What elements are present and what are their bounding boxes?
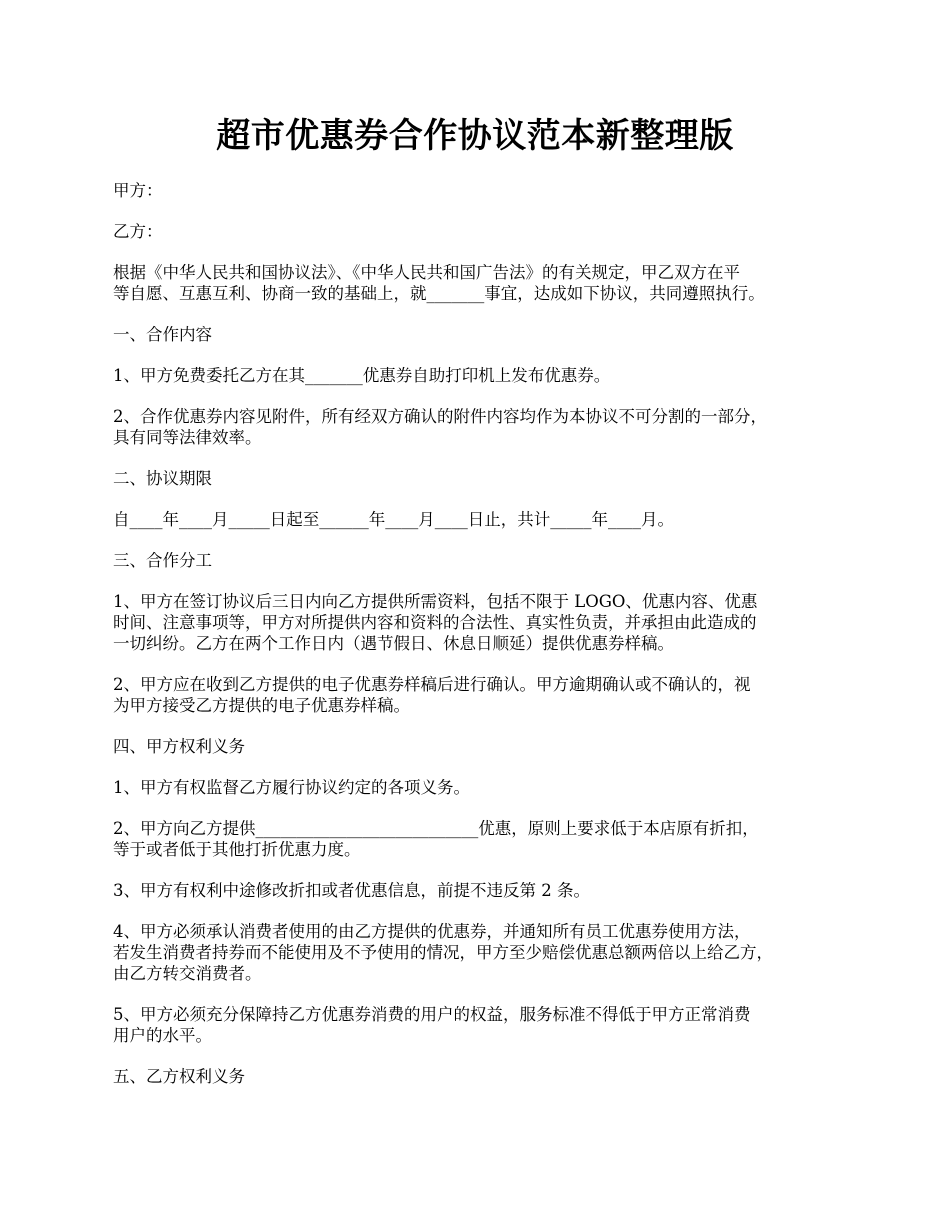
text-line: 时间、注意事项等，甲方对所提供内容和资料的合法性、真实性负责，并承担由此造成的 xyxy=(113,613,757,632)
text-line: 若发生消费者持券而不能使用及不予使用的情况，甲方至少赔偿优惠总额两倍以上给乙方， xyxy=(113,943,773,962)
text-line: 2、合作优惠券内容见附件，所有经双方确认的附件内容均作为本协议不可分割的一部分， xyxy=(113,407,767,426)
text-line: 一、合作内容 xyxy=(113,325,212,344)
section-heading-term xyxy=(113,468,855,489)
text-line: 乙方： xyxy=(113,222,163,241)
text-line: 二、协议期限 xyxy=(113,469,212,488)
text-line: 等自愿、互惠互利、协商一致的基础上，就_______事宜，达成如下协议，共同遵照执行。 xyxy=(113,284,765,303)
text-line: 5、甲方必须充分保障持乙方优惠券消费的用户的权益，服务标准不得低于甲方正常消费 xyxy=(113,1005,751,1024)
term-dates-line xyxy=(113,509,855,530)
preamble-paragraph xyxy=(113,262,855,304)
text-line: 等于或者低于其他打折优惠力度。 xyxy=(113,840,361,859)
clause-paragraph xyxy=(113,880,855,901)
text-line: 1、甲方有权监督乙方履行协议约定的各项义务。 xyxy=(113,778,470,797)
text-line: 2、甲方向乙方提供___________________________优惠，原则上要求低于本店原有折扣， xyxy=(113,819,759,838)
text-line: 2、甲方应在收到乙方提供的电子优惠券样稿后进行确认。甲方逾期确认或不确认的，视 xyxy=(113,675,751,694)
clause-paragraph xyxy=(113,1004,855,1046)
text-line: 1、甲方在签订协议后三日内向乙方提供所需资料，包括不限于 LOGO、优惠内容、优惠 xyxy=(113,592,758,611)
clause-paragraph xyxy=(113,921,855,984)
text-line: 具有同等法律效率。 xyxy=(113,428,262,447)
clause-paragraph xyxy=(113,777,855,798)
clause-paragraph xyxy=(113,818,855,860)
text-line: 根据《中华人民共和国协议法》、《中华人民共和国广告法》的有关规定，甲乙双方在平 xyxy=(113,263,740,282)
text-line: 五、乙方权利义务 xyxy=(113,1067,245,1086)
clause-paragraph xyxy=(113,591,855,654)
text-line: 4、甲方必须承认消费者使用的由乙方提供的优惠券，并通知所有员工优惠券使用方法， xyxy=(113,922,751,941)
section-heading-party-b-rights xyxy=(113,1066,855,1087)
text-line: 三、合作分工 xyxy=(113,551,212,570)
document-body xyxy=(113,180,855,1107)
section-heading-party-a-rights xyxy=(113,736,855,757)
text-line: 四、甲方权利义务 xyxy=(113,737,245,756)
text-line: 为甲方接受乙方提供的电子优惠券样稿。 xyxy=(113,696,410,715)
section-heading-cooperation xyxy=(113,324,855,345)
party-b-line xyxy=(113,221,855,242)
text-line: 3、甲方有权利中途修改折扣或者优惠信息，前提不违反第 2 条。 xyxy=(113,881,590,900)
text-line: 1、甲方免费委托乙方在其_______优惠券自助打印机上发布优惠券。 xyxy=(113,366,611,385)
clause-paragraph xyxy=(113,674,855,716)
text-line: 甲方： xyxy=(113,181,163,200)
clause-paragraph xyxy=(113,365,855,386)
text-line: 一切纠纷。乙方在两个工作日内（遇节假日、休息日顺延）提供优惠券样稿。 xyxy=(113,634,674,653)
text-line: 自____年____月_____日起至______年____月____日止，共计_____年____月。 xyxy=(113,510,674,529)
document-title: 超市优惠券合作协议范本新整理版 xyxy=(216,116,734,156)
text-line: 用户的水平。 xyxy=(113,1026,212,1045)
section-heading-division xyxy=(113,550,855,571)
party-a-line xyxy=(113,180,855,201)
clause-paragraph xyxy=(113,406,855,448)
text-line: 由乙方转交消费者。 xyxy=(113,964,262,983)
